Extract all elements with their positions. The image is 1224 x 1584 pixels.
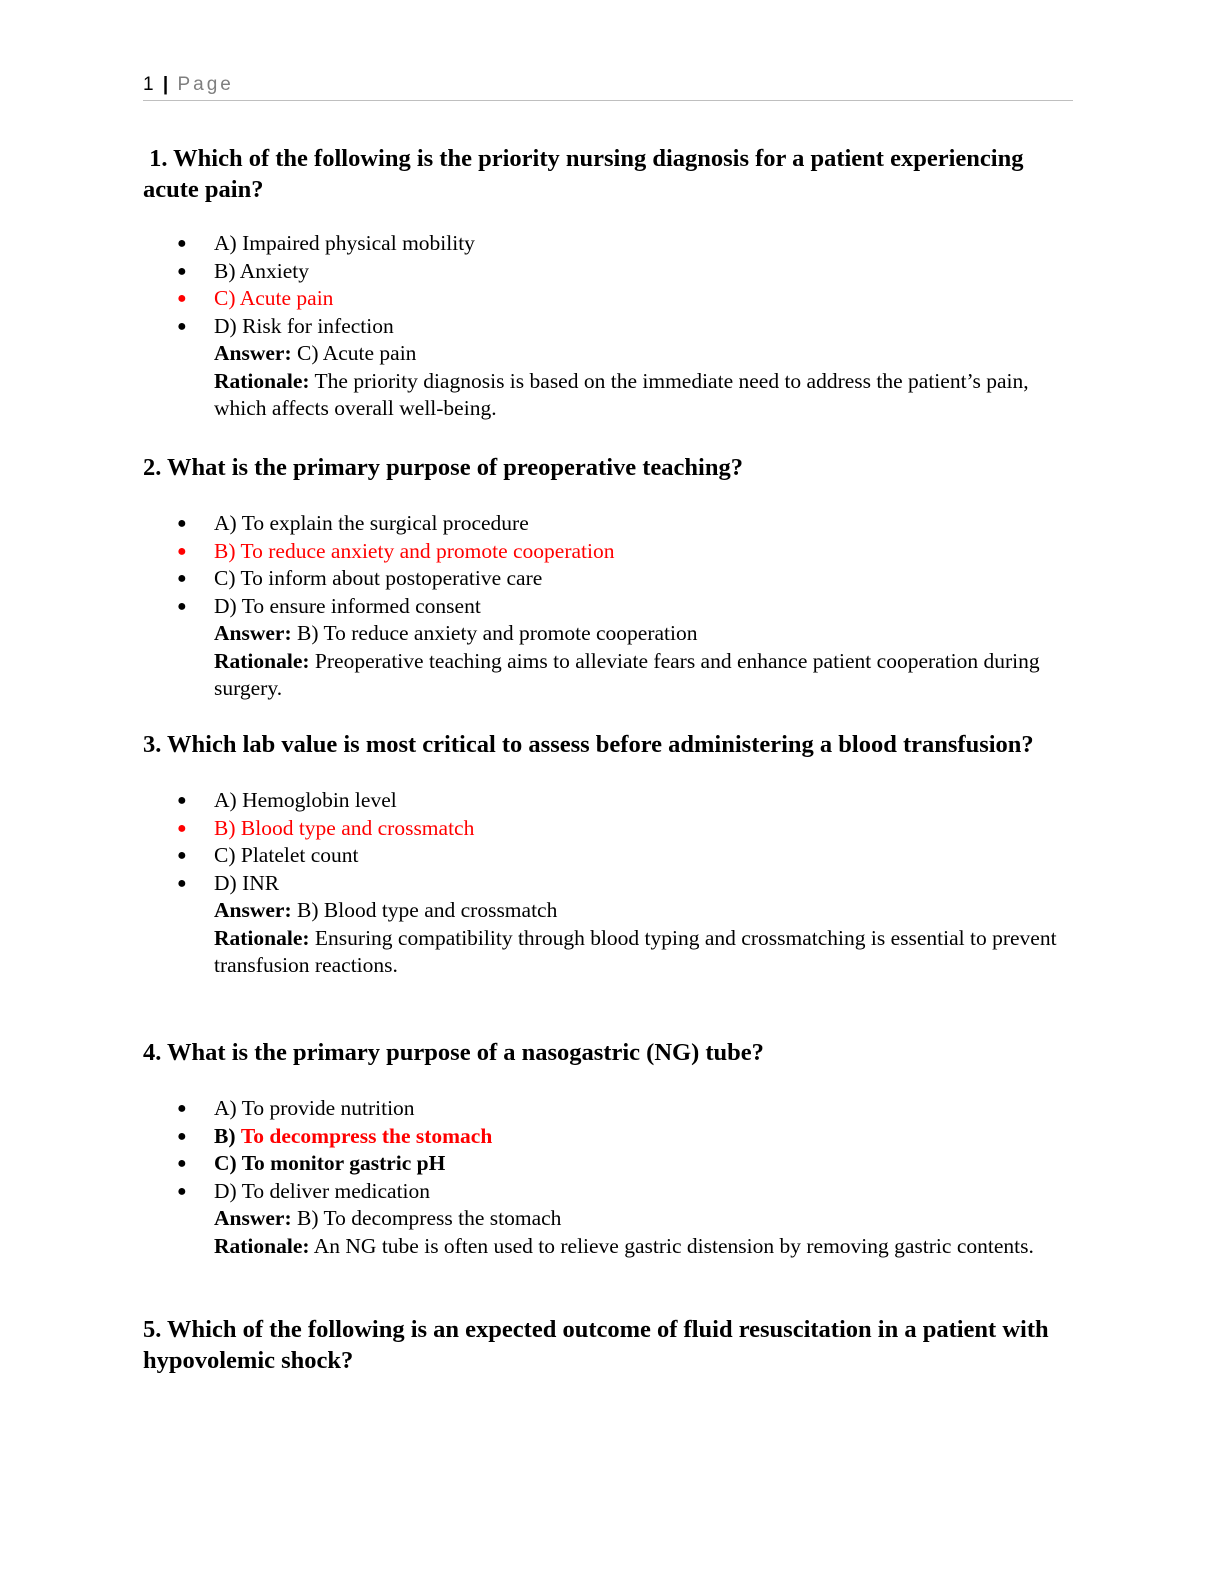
option-d: ● D) To ensure informed consent: [143, 593, 1073, 621]
answer-line: Answer: B) Blood type and crossmatch: [214, 898, 558, 922]
bullet-icon: ●: [177, 1182, 187, 1200]
option-c: ● C) To inform about postoperative care: [143, 565, 1073, 593]
question-title: 4. What is the primary purpose of a nasogastric (NG) tube?: [143, 1039, 764, 1066]
option-c: ● C) To monitor gastric pH: [143, 1150, 1073, 1178]
bullet-icon: ●: [177, 290, 187, 307]
bullet-icon: ●: [177, 792, 187, 809]
option-list: [143, 510, 1073, 620]
question-2: [143, 452, 1073, 703]
answer-line: Answer: B) To decompress the stomach: [214, 1206, 562, 1230]
option-a: ● A) To provide nutrition: [143, 1095, 1073, 1123]
bullet-icon: ●: [177, 317, 187, 335]
bullet-icon: ●: [177, 597, 187, 615]
option-list: [143, 230, 1073, 340]
question-4: [143, 1037, 1073, 1260]
option-d: ● D) INR: [143, 870, 1073, 898]
rationale-line: Rationale: An NG tube is often used to relieve gastric distension by removing gastric contents.: [214, 1233, 1034, 1258]
option-b-correct: ● B) To reduce anxiety and promote cooperation: [143, 538, 1073, 566]
option-b-correct: ● B) Blood type and crossmatch: [143, 815, 1073, 843]
option-d: ● D) To deliver medication: [143, 1178, 1073, 1206]
bullet-icon: ●: [177, 819, 187, 837]
page-number: 1: [143, 74, 154, 95]
bullet-icon: ●: [177, 1127, 187, 1145]
option-a: ● A) Hemoglobin level: [143, 787, 1073, 815]
option-list: [143, 787, 1073, 897]
bullet-icon: ●: [177, 570, 187, 587]
option-b-correct: ● B) To decompress the stomach: [143, 1123, 1073, 1151]
question-title: 1. Which of the following is the priority nursing diagnosis for a patient experiencing acute pain?: [143, 145, 1030, 203]
option-d: ● D) Risk for infection: [143, 313, 1073, 341]
rationale-line: Rationale: Ensuring compatibility through blood typing and crossmatching is essential to prevent transfusion reactions.: [214, 925, 1057, 977]
bullet-icon: ●: [177, 1155, 187, 1172]
bullet-icon: ●: [177, 874, 187, 892]
bullet-icon: ●: [177, 515, 187, 532]
answer-line: Answer: C) Acute pain: [214, 341, 417, 365]
question-title: 3. Which lab value is most critical to assess before administering a blood transfusion?: [143, 731, 1034, 758]
option-a: ● A) Impaired physical mobility: [143, 230, 1073, 258]
option-a: ● A) To explain the surgical procedure: [143, 510, 1073, 538]
option-c-correct: ● C) Acute pain: [143, 285, 1073, 313]
option-b: ● B) Anxiety: [143, 258, 1073, 286]
bullet-icon: ●: [177, 847, 187, 864]
option-list: [143, 1095, 1073, 1205]
question-3: [143, 729, 1073, 980]
question-1: [143, 143, 1073, 423]
option-c: ● C) Platelet count: [143, 842, 1073, 870]
rationale-line: Rationale: Preoperative teaching aims to alleviate fears and enhance patient cooperation during surgery.: [214, 648, 1040, 700]
question-title: 5. Which of the following is an expected outcome of fluid resuscitation in a patient with hypovolemic shock?: [143, 1316, 1049, 1374]
page-header: [143, 74, 1073, 101]
bullet-icon: ●: [177, 1100, 187, 1117]
bullet-icon: ●: [177, 262, 187, 280]
header-separator: |: [162, 74, 169, 95]
question-title: 2. What is the primary purpose of preoperative teaching?: [143, 454, 743, 481]
rationale-line: Rationale: The priority diagnosis is based on the immediate need to address the patient’s pain, which affects overall well-being.: [214, 368, 1029, 420]
answer-line: Answer: B) To reduce anxiety and promote cooperation: [214, 621, 698, 645]
bullet-icon: ●: [177, 235, 187, 252]
question-5: [143, 1314, 1073, 1376]
bullet-icon: ●: [177, 542, 187, 560]
page-word: Page: [177, 74, 234, 95]
